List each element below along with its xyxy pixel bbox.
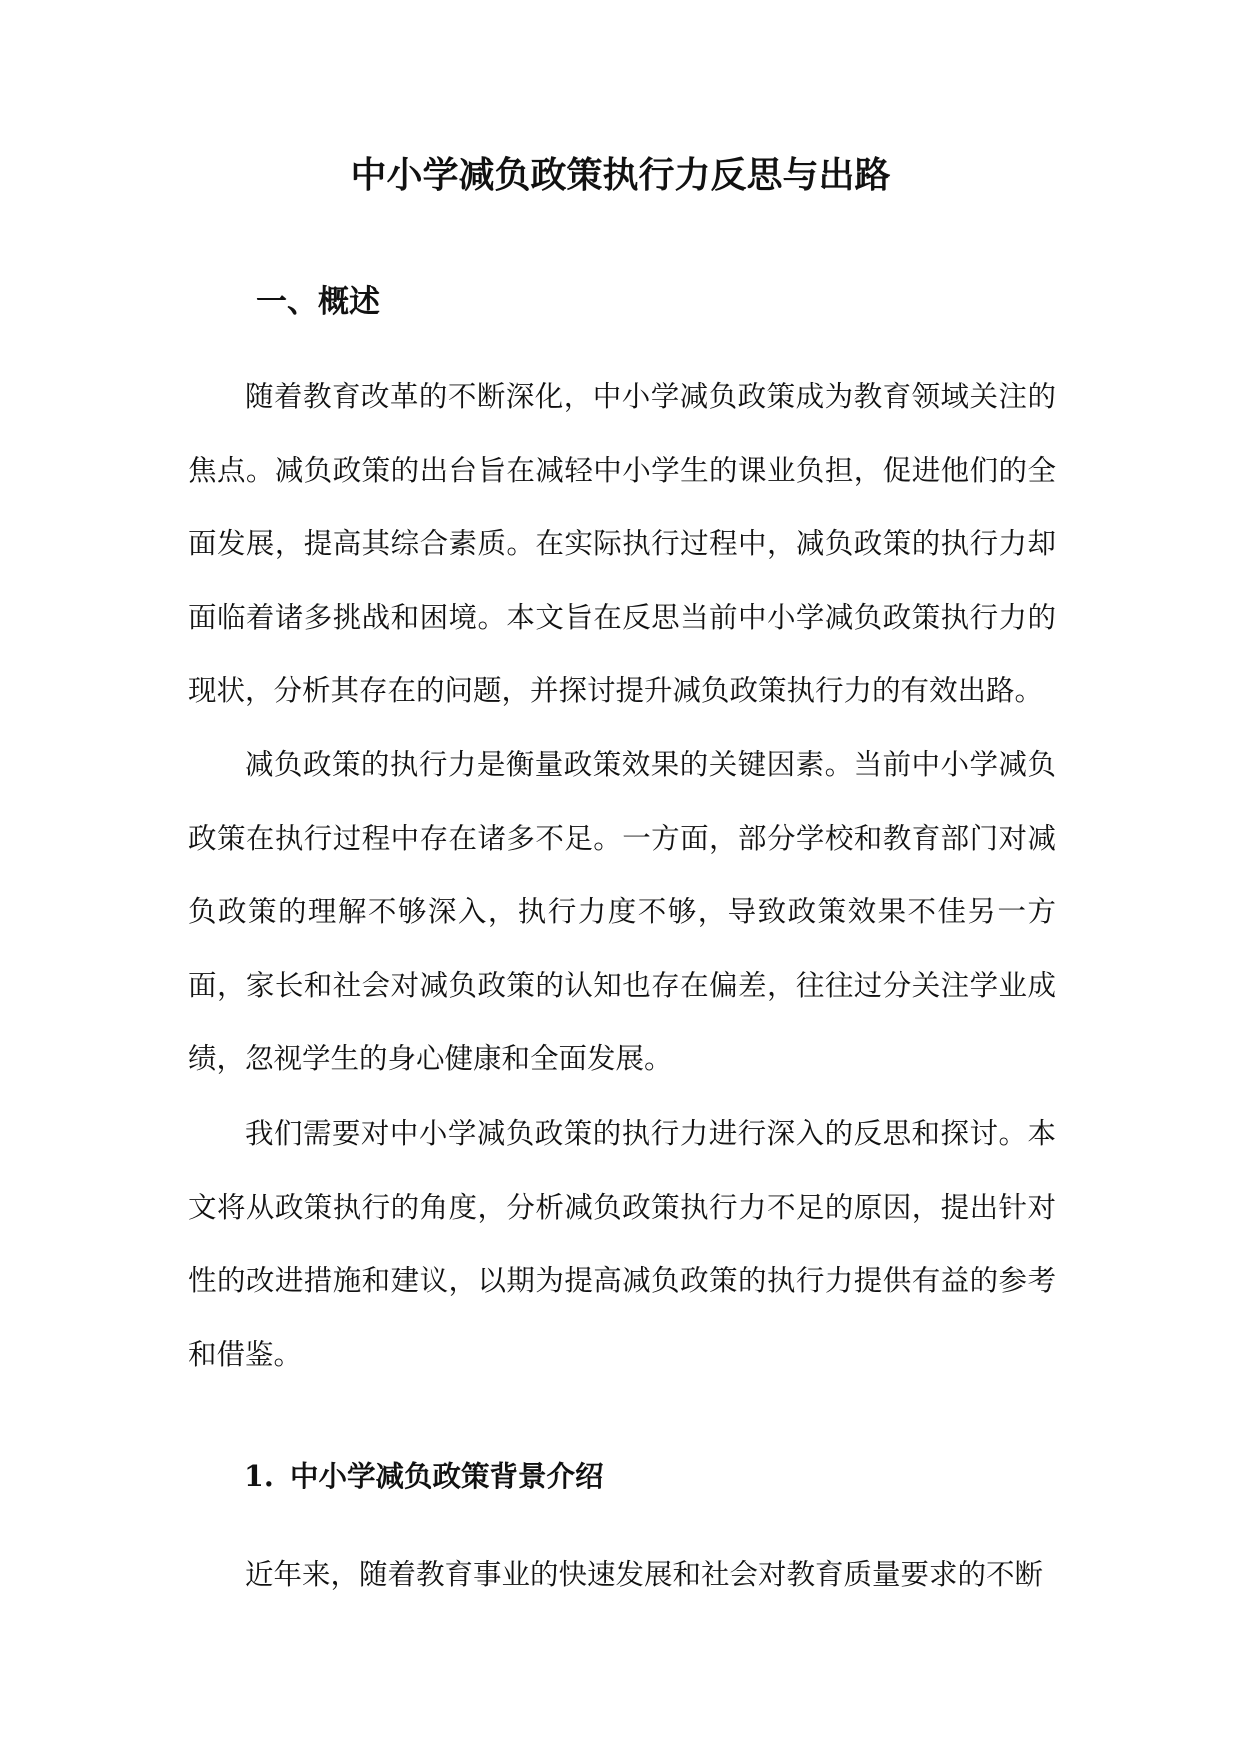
paragraph: 随着教育改革的不断深化，中小学减负政策成为教育领域关注的焦点。减负政策的出台旨在减轻中小学生的课业负担，促进他们的全面发展，提高其综合素质。在实际执行过程中，减负政策的执行力却面临着诸多挑战和困境。本文旨在反思当前中小学减负政策执行力的现状，分析其存在的问题，并探讨提升减负政策执行力的有效出路。 <box>188 380 1056 707</box>
paragraph: 近年来，随着教育事业的快速发展和社会对教育质量要求的不断 <box>245 1558 1044 1591</box>
paragraph: 减负政策的执行力是衡量政策效果的关键因素。当前中小学减负政策在执行过程中存在诸多不足。一方面，部分学校和教育部门对减负政策的理解不够深入，执行力度不够，导致政策效果不佳另一方面，家长和社会对减负政策的认知也存在偏差，往往过分关注学业成绩，忽视学生的身心健康和全面发展。 <box>188 748 1056 1075</box>
subsection-heading <box>244 1454 604 1498</box>
subsection-heading-text: 中小学减负政策背景介绍 <box>290 1459 604 1493</box>
section-heading: 一、概述 <box>256 284 380 320</box>
subsection-number: 1. <box>244 1459 274 1493</box>
document-title: 中小学减负政策执行力反思与出路 <box>350 154 891 196</box>
paragraph: 我们需要对中小学减负政策的执行力进行深入的反思和探讨。本文将从政策执行的角度，分析减负政策执行力不足的原因，提出针对性的改进措施和建议，以期为提高减负政策的执行力提供有益的参考和借鉴。 <box>188 1117 1056 1371</box>
